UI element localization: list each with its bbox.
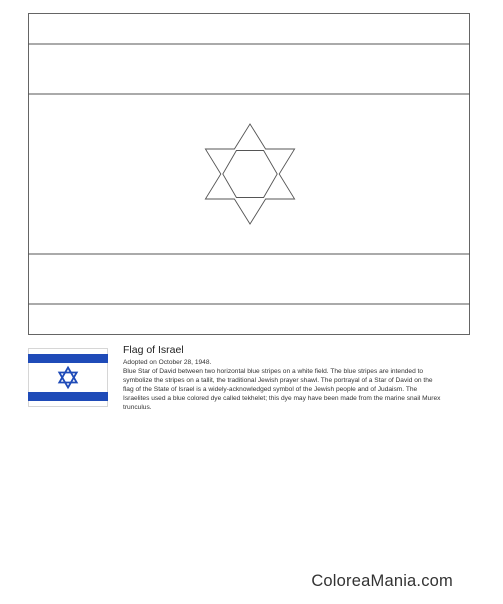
star-of-david-outline bbox=[205, 124, 294, 224]
flag-title: Flag of Israel bbox=[123, 344, 184, 356]
flag-description: Blue Star of David between two horizontal blue stripes on a white field. The blue stripes are intended to symbolize the stripes on a tallit, the traditional Jewish prayer shawl. The portrayal of a Star of David on the flag of the State of Israel is a widely-acknowledged symbol of the Jewish people and of Judaism. The Israelites used a blue colored dye called tekhelet; this dye may have been made from the marine snail Murex trunculus. bbox=[123, 368, 441, 412]
flag-adopted-date: Adopted on October 28, 1948. bbox=[123, 359, 212, 366]
flag-outline-border bbox=[29, 14, 470, 335]
thumb-top-stripe bbox=[28, 354, 108, 363]
star-outer-outline bbox=[205, 124, 294, 224]
flag-thumbnail bbox=[28, 348, 108, 407]
thumb-bottom-stripe bbox=[28, 392, 108, 401]
flag-text-block bbox=[123, 344, 441, 413]
site-brand[interactable]: ColoreaMania.com bbox=[311, 572, 453, 590]
star-inner-hexagon bbox=[223, 151, 277, 198]
flag-coloring-outline bbox=[28, 13, 470, 335]
